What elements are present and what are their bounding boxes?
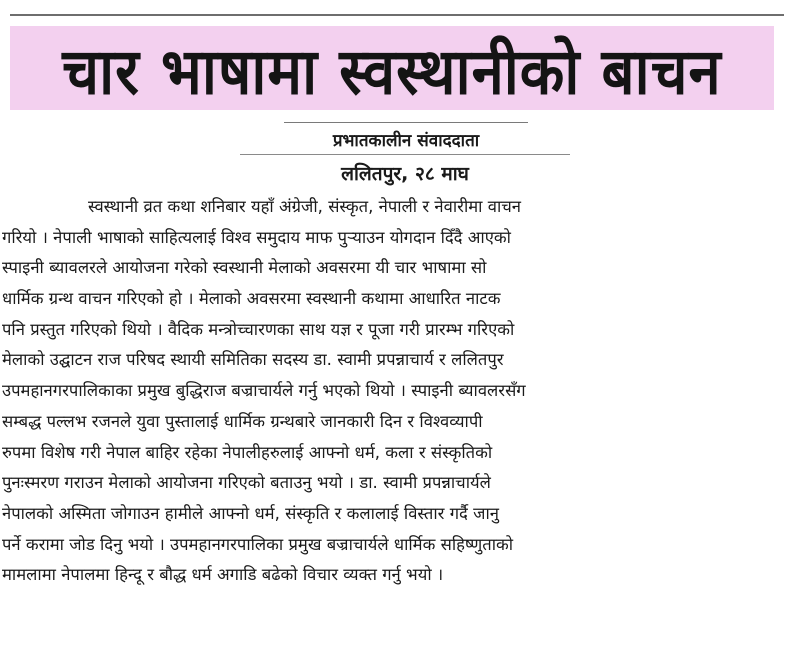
top-rule xyxy=(10,14,784,16)
body-line: नेपालको अस्मिता जोगाउन हामीले आफ्नो धर्म, संस्कृति र कलालाई विस्तार गर्दै जानु xyxy=(2,503,499,523)
body-line: सम्बद्ध पल्लभ रजनले युवा पुस्तालाई धार्मिक ग्रन्थबारे जानकारी दिन र विश्वव्यापी xyxy=(2,411,483,431)
body-line: पर्ने करामा जोड दिनु भयो । उपमहानगरपालिका प्रमुख बज्राचार्यले धार्मिक सहिष्णुताको xyxy=(2,534,514,554)
byline: प्रभातकालीन संवाददाता xyxy=(332,131,480,151)
body-line: धार्मिक ग्रन्थ वाचन गरिएको हो । मेलाको अवसरमा स्वस्थानी कथामा आधारित नाटक xyxy=(2,289,501,309)
body-line: पनि प्रस्तुत गरिएको थियो । वैदिक मन्त्रोच्चारणका साथ यज्ञ र पूजा गरी प्रारम्भ गरिएको xyxy=(2,319,515,339)
body-line: गरियो । नेपाली भाषाको साहित्यलाई विश्व समुदाय माफ पुऱ्याउन योगदान दिँदै आएको xyxy=(2,227,511,247)
body-line: रुपमा विशेष गरी नेपाल बाहिर रहेका नेपालीहरुलाई आफ्नो धर्म, कला र संस्कृतिको xyxy=(2,442,493,462)
byline-top-rule xyxy=(284,122,528,123)
body-line: स्वस्थानी व्रत कथा शनिबार यहाँ अंग्रेजी, संस्कृत, नेपाली र नेवारीमा वाचन xyxy=(88,197,522,216)
article-body xyxy=(2,192,782,652)
body-line: स्पाइनी ब्यावलरले आयोजना गरेको स्वस्थानी मेलाको अवसरमा यी चार भाषामा सो xyxy=(2,258,487,278)
headline-highlight xyxy=(10,26,774,110)
body-line: उपमहानगरपालिकाका प्रमुख बुद्धिराज बज्राचार्यले गर्नु भएको थियो । स्पाइनी ब्यावलरसँग xyxy=(2,381,526,401)
dateline: ललितपुर, २८ माघ xyxy=(341,163,469,185)
body-line: मामलामा नेपालमा हिन्दू र बौद्ध धर्म अगाडि बढेको विचार व्यक्त गर्नु भयो । xyxy=(2,565,444,585)
body-line: पुनःस्मरण गराउन मेलाको आयोजना गरिएको बताउनु भयो । डा. स्वामी प्रपन्नाचार्यले xyxy=(2,473,491,493)
body-line: मेलाको उद्घाटन राज परिषद स्थायी समितिका सदस्य डा. स्वामी प्रपन्नाचार्य र ललितपुर xyxy=(2,350,504,370)
byline-bottom-rule xyxy=(240,154,570,155)
headline: चार भाषामा स्वस्थानीको बाचन xyxy=(62,33,722,109)
